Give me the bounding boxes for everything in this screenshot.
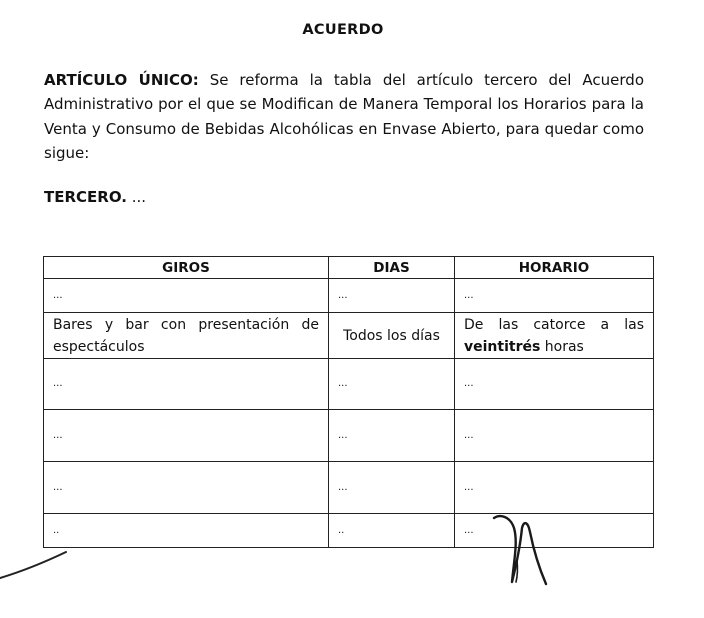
cell-ellipsis: .. — [338, 524, 345, 536]
cell-ellipsis: ... — [464, 481, 474, 493]
cell-ellipsis: ... — [338, 481, 348, 493]
cell-ellipsis: ... — [53, 289, 63, 301]
header-giros: GIROS — [44, 257, 329, 279]
article-text: Se reforma la tabla del artículo tercero del Acuerdo Administrativo por el que se Modifican de Manera Temporal los Horarios para la Venta y Consumo de Bebidas Alcohólicas en Envase Abierto, para quedar como sigue: — [44, 71, 644, 162]
header-horario: HORARIO — [455, 257, 654, 279]
horario-bold-word: veintitrés — [464, 338, 541, 355]
cell-ellipsis: ... — [53, 429, 63, 441]
horario-line-2 — [464, 336, 644, 358]
table-header-row — [44, 257, 654, 279]
cell-ellipsis: ... — [464, 289, 474, 301]
cell-ellipsis: ... — [464, 429, 474, 441]
signature-stroke-left — [0, 552, 66, 578]
tercero-label: TERCERO. — [44, 188, 127, 206]
horario-suffix: horas — [540, 338, 584, 355]
table-row — [44, 410, 654, 462]
schedule-table — [43, 256, 654, 548]
dias-todos-cell: Todos los días — [329, 313, 455, 359]
table-row — [44, 279, 654, 313]
cell-ellipsis: ... — [53, 378, 63, 389]
table-row — [44, 313, 654, 359]
cell-ellipsis: ... — [464, 524, 474, 536]
cell-ellipsis: ... — [338, 378, 348, 389]
tercero-line — [44, 188, 146, 206]
document-title: ACUERDO — [302, 22, 384, 38]
horario-line-1: De las catorce a las — [464, 316, 644, 333]
cell-ellipsis: ... — [338, 289, 348, 301]
tercero-ellipsis: ... — [126, 188, 147, 206]
table-row — [44, 462, 654, 514]
cell-ellipsis: ... — [464, 378, 474, 389]
giros-bares-cell: Bares y bar con presentación de espectáculos — [53, 316, 319, 355]
cell-ellipsis: .. — [53, 524, 60, 536]
cell-ellipsis: ... — [53, 481, 63, 493]
cell-ellipsis: ... — [338, 429, 348, 441]
article-label: ARTÍCULO ÚNICO: — [44, 71, 199, 89]
table-row — [44, 514, 654, 548]
article-paragraph — [44, 68, 644, 165]
header-dias: DIAS — [329, 257, 455, 279]
table-row — [44, 359, 654, 410]
